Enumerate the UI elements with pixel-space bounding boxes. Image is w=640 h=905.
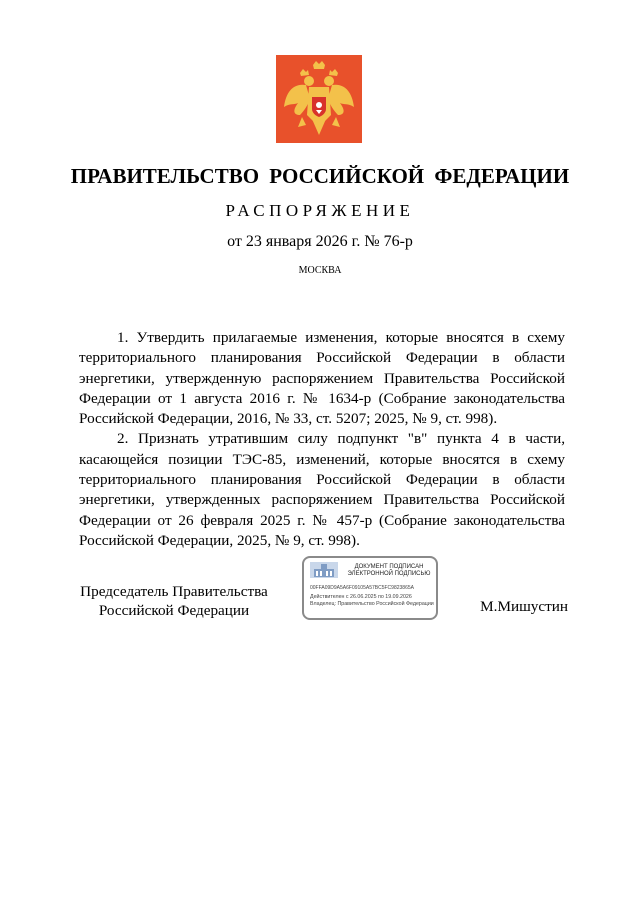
signatory-position-line1: Председатель Правительства [80,583,268,600]
stamp-validity: Действителен с 26.06.2025 по 19.09.2026 [310,594,412,600]
stamp-title-line2: ЭЛЕКТРОННОЙ ПОДПИСЬЮ [347,571,431,577]
document-city: МОСКВА [298,265,342,276]
document-date-number: от 23 января 2026 г. № 76-р [227,233,413,250]
stamp-title [342,564,436,578]
coat-of-arms-icon [276,55,362,143]
document-type: РАСПОРЯЖЕНИЕ [225,201,415,220]
signatory-position-line2: Российской Федерации [98,602,250,619]
paragraph-2: 2. Признать утратившим силу подпункт "в" пункта 4 в части, касающейся позиции ТЭС-85, изменений, которые вносятся в схему территориального планирования Российской Федерации в области энергетики, утвержденных распоряжением Правительства Российской Федерации от 26 февраля 2025 г. № 457-р (Собрание законодательства Российской Федерации, 2025, № 9, ст. 998). [79,430,565,549]
stamp-serial: 00FFA09D9A5A6F09105A57BC5FC9823865A [310,585,414,591]
stamp-title-line1: ДОКУМЕНТ ПОДПИСАН [354,564,424,570]
electronic-signature-stamp [302,556,438,620]
paragraph-1: 1. Утвердить прилагаемые изменения, которые вносятся в схему территориального планирования Российской Федерации в области энергетики, утвержденную распоряжением Правительства Российской Федерации от 1 августа 2016 г. № 1634-р (Собрание законодательства Российской Федерации, 2016, № 33, ст. 5207; 2025, № 9, ст. 998). [79,329,565,428]
signatory-position [74,582,274,620]
document-body [79,328,565,551]
government-building-icon [310,562,338,578]
stamp-owner: Владелец: Правительство Российской Федерации [310,601,434,607]
signatory-name: М.Мишустин [480,598,568,615]
government-title: ПРАВИТЕЛЬСТВО РОССИЙСКОЙ ФЕДЕРАЦИИ [70,164,570,188]
